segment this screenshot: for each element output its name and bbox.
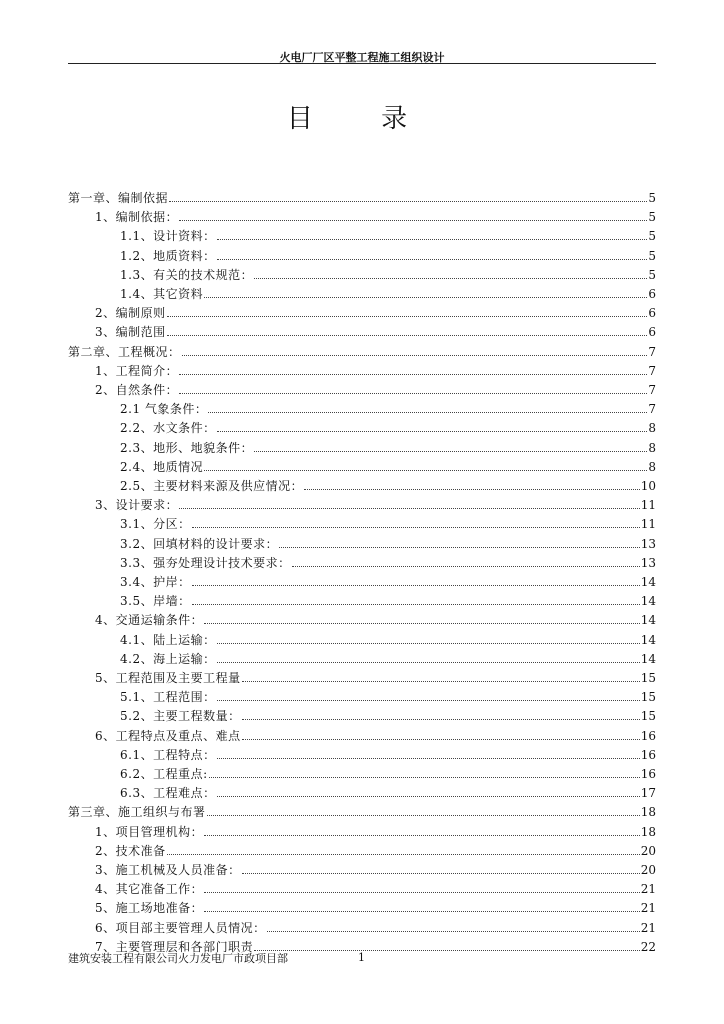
toc-entry-page: 5	[648, 229, 656, 244]
toc-dot-leader	[254, 949, 640, 951]
toc-entry-text: 2.1 气象条件：	[120, 402, 208, 417]
toc-entry-text: 6、项目部主要管理人员情况：	[95, 920, 266, 935]
toc-entry-page: 13	[640, 555, 656, 570]
footer-page-number: 1	[358, 951, 365, 964]
toc-entry[interactable]	[95, 360, 656, 378]
toc-entry[interactable]	[120, 475, 656, 493]
toc-entry-text: 4、其它准备工作：	[95, 882, 204, 897]
toc-dot-leader	[217, 642, 640, 644]
toc-entry[interactable]	[95, 379, 656, 397]
toc-entry-text: 2.3、地形、地貌条件：	[120, 440, 254, 455]
toc-entry-text: 2、编制原则	[95, 306, 166, 321]
toc-dot-leader	[217, 661, 640, 663]
toc-entry-text: 2、自然条件：	[95, 383, 179, 397]
toc-dot-leader	[209, 776, 640, 778]
toc-dot-leader	[192, 603, 640, 605]
toc-title: 目 录	[286, 104, 438, 134]
toc-entry[interactable]	[95, 609, 656, 627]
toc-dot-leader	[242, 680, 640, 682]
toc-entry-text: 6.2、工程重点:	[120, 767, 208, 781]
toc-entry-page: 5	[648, 191, 656, 205]
toc-dot-leader	[217, 757, 640, 759]
toc-entry-page: 18	[640, 805, 656, 820]
toc-entry-text: 1、工程简介：	[95, 363, 179, 378]
toc-entry[interactable]	[120, 763, 656, 781]
toc-dot-leader	[207, 814, 640, 816]
toc-entry-page: 6	[648, 306, 656, 321]
toc-entry-text: 2.2、水文条件：	[120, 421, 216, 436]
toc-dot-leader	[217, 238, 648, 240]
toc-entry[interactable]	[120, 245, 656, 263]
toc-dot-leader	[182, 354, 648, 356]
toc-dot-leader	[279, 546, 640, 548]
toc-entry-text: 3.5、岸墙：	[120, 594, 191, 609]
toc-dot-leader	[179, 507, 640, 509]
toc-entry-text: 5.2、主要工程数量：	[120, 709, 241, 724]
toc-dot-leader	[217, 699, 640, 701]
toc-entry-page: 6	[648, 287, 656, 301]
toc-dot-leader	[242, 872, 640, 874]
toc-entry[interactable]	[120, 648, 656, 666]
toc-entry-text: 1.2、地质资料：	[120, 248, 216, 263]
toc-entry-page: 7	[648, 383, 656, 397]
toc-dot-leader	[192, 526, 640, 528]
toc-entry[interactable]	[120, 225, 656, 243]
toc-dot-leader	[169, 200, 647, 202]
toc-entry-text: 6、工程特点及重点、难点	[95, 728, 241, 743]
toc-entry[interactable]	[68, 341, 656, 359]
toc-entry[interactable]	[120, 417, 656, 435]
toc-entry[interactable]	[95, 494, 656, 512]
toc-dot-leader	[204, 891, 640, 893]
toc-entry[interactable]	[95, 859, 656, 877]
toc-entry-text: 4.1、陆上运输：	[120, 632, 216, 647]
toc-entry-page: 15	[640, 709, 656, 724]
toc-entry-text: 3、编制范围	[95, 325, 166, 340]
toc-entry-page: 20	[640, 863, 656, 877]
toc-entry-text: 7、主要管理层和各部门职责	[95, 939, 254, 954]
toc-entry-text: 4、交通运输条件：	[95, 613, 204, 628]
toc-entry[interactable]	[120, 552, 656, 570]
toc-entry[interactable]	[95, 917, 656, 935]
toc-entry-page: 21	[640, 920, 656, 935]
toc-entry-text: 1、项目管理机构：	[95, 824, 204, 839]
toc-entry[interactable]	[120, 437, 656, 455]
toc-entry-page: 13	[640, 536, 656, 551]
toc-entry-text: 3、施工机械及人员准备：	[95, 863, 241, 877]
toc-entry[interactable]	[120, 533, 656, 551]
toc-entry-text: 2、技术准备	[95, 843, 166, 858]
toc-entry[interactable]	[120, 590, 656, 608]
toc-entry-page: 5	[648, 267, 656, 282]
toc-dot-leader	[179, 219, 647, 221]
toc-entry-page: 18	[640, 824, 656, 839]
toc-dot-leader	[267, 930, 640, 932]
toc-entry-page: 21	[640, 901, 656, 916]
toc-entry[interactable]	[120, 264, 656, 282]
toc-entry[interactable]	[95, 725, 656, 743]
toc-dot-leader	[204, 296, 647, 298]
toc-entry-text: 第三章、施工组织与布署	[68, 805, 206, 820]
toc-entry-text: 3.3、强夯处理设计技术要求：	[120, 555, 291, 570]
toc-dot-leader	[217, 795, 640, 797]
toc-entry-page: 7	[648, 402, 656, 417]
toc-dot-leader	[204, 469, 647, 471]
toc-entry-page: 16	[640, 747, 656, 762]
footer-company: 建筑安装工程有限公司火力发电厂市政项目部	[68, 952, 288, 965]
toc-entry-page: 8	[648, 421, 656, 436]
toc-dot-leader	[167, 334, 648, 336]
toc-entry-page: 6	[648, 325, 656, 340]
toc-entry-text: 2.5、主要材料来源及供应情况：	[120, 479, 304, 493]
toc-entry[interactable]	[120, 283, 656, 301]
toc-entry-page: 11	[640, 498, 656, 513]
toc-entry[interactable]	[95, 840, 656, 858]
toc-dot-leader	[242, 718, 640, 720]
toc-entry-page: 7	[648, 363, 656, 378]
toc-dot-leader	[292, 565, 640, 567]
toc-entry-page: 7	[648, 344, 656, 359]
toc-entry-page: 14	[640, 594, 656, 609]
toc-dot-leader	[208, 411, 647, 413]
header-title: 火电厂厂区平整工程施工组织设计	[279, 51, 445, 64]
toc-entry[interactable]	[95, 897, 656, 915]
toc-entry-text: 1、编制依据：	[95, 210, 179, 225]
toc-entry[interactable]	[120, 744, 656, 762]
toc-entry[interactable]	[120, 686, 656, 704]
toc-entry-page: 22	[640, 939, 656, 954]
toc-entry-page: 15	[640, 671, 656, 685]
toc-entry[interactable]	[95, 667, 656, 685]
toc-entry[interactable]	[68, 801, 656, 819]
toc-entry-page: 17	[640, 786, 656, 801]
toc-entry-page: 8	[648, 459, 656, 474]
toc-dot-leader	[179, 392, 647, 394]
toc-entry-text: 6.1、工程特点：	[120, 747, 216, 762]
toc-entry-text: 5.1、工程范围：	[120, 690, 216, 705]
toc-entry[interactable]	[95, 821, 656, 839]
toc-entry-text: 5、施工场地准备：	[95, 901, 204, 916]
toc-entry-page: 11	[640, 517, 656, 532]
header-rule	[68, 63, 656, 64]
toc-dot-leader	[204, 834, 640, 836]
toc-entry-page: 16	[640, 728, 656, 743]
toc-dot-leader	[167, 853, 640, 855]
toc-entry[interactable]	[95, 878, 656, 896]
toc-entry-text: 1.4、其它资料	[120, 287, 204, 301]
toc-dot-leader	[204, 910, 640, 912]
toc-entry-page: 15	[640, 690, 656, 705]
toc-entry[interactable]	[120, 782, 656, 800]
toc-entry-page: 14	[640, 651, 656, 666]
toc-entry[interactable]	[120, 513, 656, 531]
toc-entry-text: 3.4、护岸：	[120, 575, 191, 589]
toc-entry[interactable]	[120, 398, 656, 416]
toc-entry[interactable]	[120, 571, 656, 589]
toc-dot-leader	[254, 450, 647, 452]
toc-entry[interactable]	[68, 187, 656, 205]
toc-entry-page: 10	[640, 479, 656, 493]
toc-entry-page: 14	[640, 613, 656, 628]
toc-entry-text: 第二章、工程概况：	[68, 344, 181, 359]
toc-entry-text: 1.3、有关的技术规范：	[120, 267, 254, 282]
toc-entry[interactable]	[95, 206, 656, 224]
toc-entry-page: 5	[648, 210, 656, 225]
toc-dot-leader	[217, 430, 648, 432]
toc-entry[interactable]	[120, 705, 656, 723]
toc-dot-leader	[192, 584, 640, 586]
toc-dot-leader	[167, 315, 648, 317]
toc-entry[interactable]	[120, 629, 656, 647]
toc-dot-leader	[204, 622, 640, 624]
toc-entry-page: 16	[640, 767, 656, 781]
toc-entry-text: 2.4、地质情况	[120, 459, 204, 474]
toc-entry[interactable]	[95, 302, 656, 320]
toc-dot-leader	[242, 738, 640, 740]
toc-entry-page: 20	[640, 843, 656, 858]
toc-entry[interactable]	[95, 321, 656, 339]
toc-entry-page: 14	[640, 632, 656, 647]
toc-dot-leader	[179, 373, 647, 375]
toc-entry-page: 21	[640, 882, 656, 897]
toc-entry-text: 4.2、海上运输：	[120, 651, 216, 666]
toc-entry-page: 5	[648, 248, 656, 263]
toc-dot-leader	[254, 277, 647, 279]
toc-entry-text: 3、设计要求：	[95, 498, 179, 513]
toc-entry-text: 3.2、回填材料的设计要求：	[120, 536, 279, 551]
toc-entry-text: 1.1、设计资料：	[120, 229, 216, 244]
toc-entry-page: 14	[640, 575, 656, 589]
toc-entry-text: 6.3、工程难点：	[120, 786, 216, 801]
toc-dot-leader	[217, 258, 648, 260]
toc-entry-text: 3.1、分区：	[120, 517, 191, 532]
toc-entry-text: 5、工程范围及主要工程量	[95, 671, 241, 685]
toc-entry-text: 第一章、编制依据	[68, 191, 169, 205]
toc-entry-page: 8	[648, 440, 656, 455]
toc-dot-leader	[304, 488, 640, 490]
toc-entry[interactable]	[120, 456, 656, 474]
